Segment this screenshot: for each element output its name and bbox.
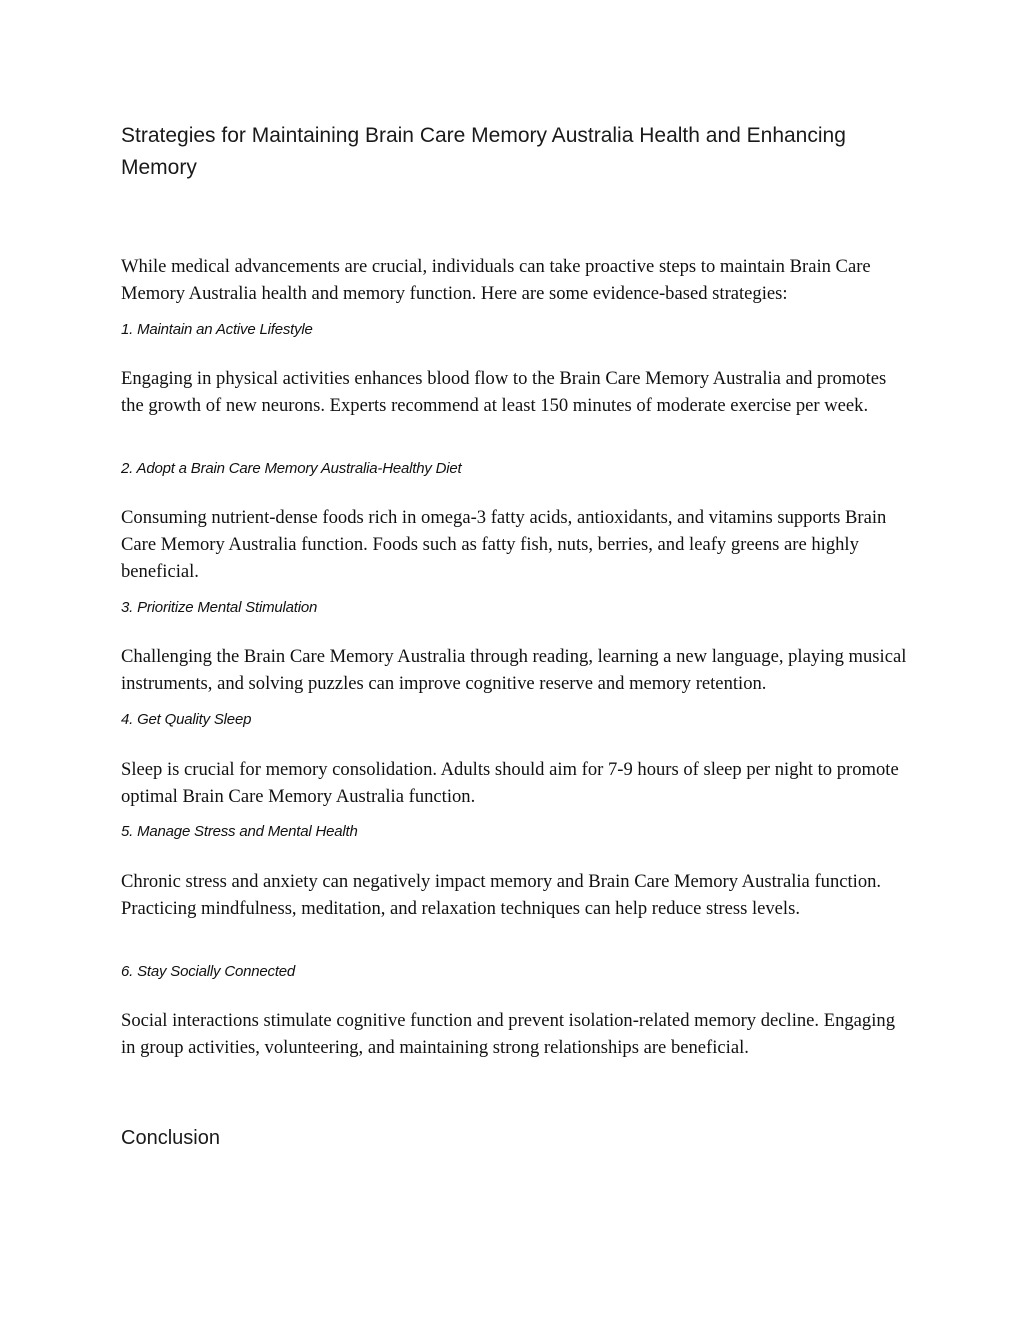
section-body-4-block	[121, 756, 911, 810]
section-heading-4: 4. Get Quality Sleep	[121, 711, 252, 728]
section-heading-2: 2. Adopt a Brain Care Memory Australia-Healthy Diet	[121, 460, 462, 477]
section-heading-5: 5. Manage Stress and Mental Health	[121, 823, 358, 840]
section-body-5-block	[121, 868, 911, 922]
section-body-3: Challenging the Brain Care Memory Australia through reading, learning a new language, playing musical instruments, and solving puzzles can improve cognitive reserve and memory retention.	[121, 646, 907, 694]
section-body-2: Consuming nutrient-dense foods rich in omega-3 fatty acids, antioxidants, and vitamins supports Brain Care Memory Australia function. Foods such as fatty fish, nuts, berries, and leafy greens are highly beneficial.	[121, 507, 887, 582]
document-title: Strategies for Maintaining Brain Care Memory Australia Health and Enhancing Memory	[121, 124, 846, 179]
section-body-1-block	[121, 365, 911, 419]
section-body-5: Chronic stress and anxiety can negatively impact memory and Brain Care Memory Australia function. Practicing mindfulness, meditation, and relaxation techniques can help reduce stress levels.	[121, 871, 882, 919]
section-body-1: Engaging in physical activities enhances blood flow to the Brain Care Memory Australia and promotes the growth of new neurons. Experts recommend at least 150 minutes of moderate exercise per week.	[121, 368, 887, 416]
section-body-4: Sleep is crucial for memory consolidation. Adults should aim for 7-9 hours of sleep per night to promote optimal Brain Care Memory Australia function.	[121, 759, 899, 807]
section-heading-1: 1. Maintain an Active Lifestyle	[121, 321, 313, 338]
section-heading-3: 3. Prioritize Mental Stimulation	[121, 599, 318, 616]
intro-paragraph-block	[121, 253, 911, 307]
section-heading-6: 6. Stay Socially Connected	[121, 963, 296, 980]
section-body-2-block	[121, 504, 911, 585]
conclusion-heading: Conclusion	[121, 1127, 220, 1149]
section-body-3-block	[121, 643, 911, 697]
section-body-6-block	[121, 1007, 911, 1061]
intro-paragraph: While medical advancements are crucial, individuals can take proactive steps to maintain Brain Care Memory Australia health and memory function. Here are some evidence-based strategies:	[121, 256, 871, 304]
section-body-6: Social interactions stimulate cognitive function and prevent isolation-related memory decline. Engaging in group activities, volunteering, and maintaining strong relationships are beneficial.	[121, 1010, 895, 1058]
